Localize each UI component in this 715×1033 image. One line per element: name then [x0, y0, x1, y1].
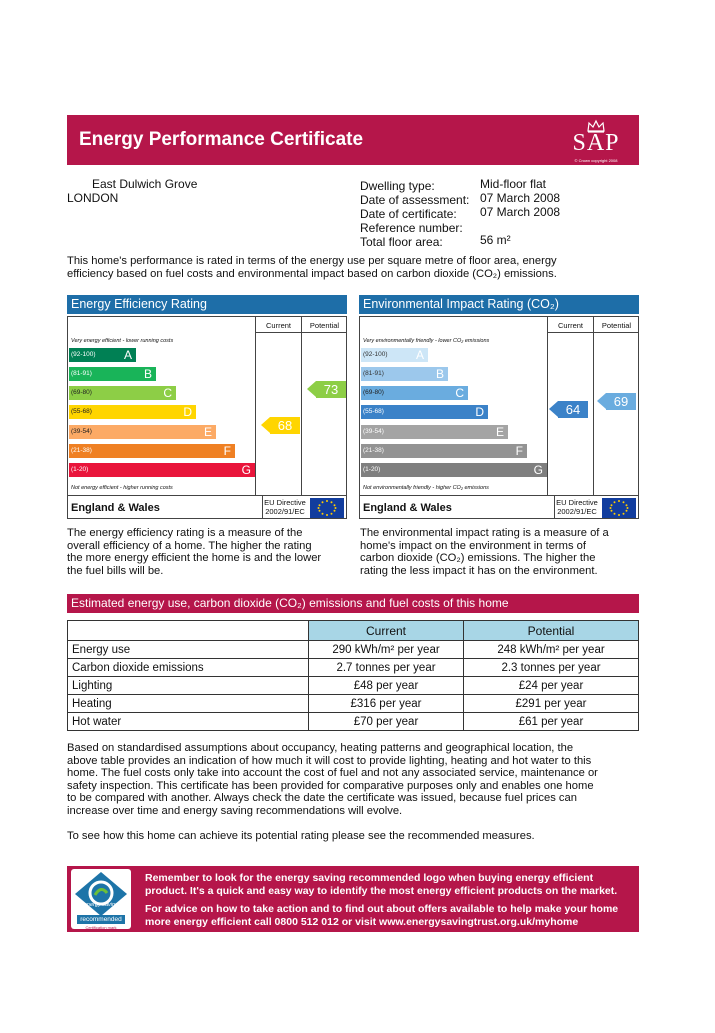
row-label: Energy use — [68, 641, 309, 659]
footer-line: Remember to look for the energy saving recommended logo when buying energy efficient — [145, 872, 594, 884]
col-current: Current — [309, 621, 464, 641]
row-potential: 248 kWh/m² per year — [464, 641, 639, 659]
eu-directive-line: 2002/91/EC — [265, 507, 305, 516]
current-rating-arrow: 64 — [558, 401, 588, 418]
band-range: (39-54) — [363, 428, 384, 435]
desc-line: rating the less impact it has on the environment. — [360, 564, 598, 577]
row-potential: £291 per year — [464, 695, 639, 713]
logo-certification-text: Certification mark — [85, 925, 117, 930]
detail-label: Date of assessment: — [360, 193, 470, 207]
detail-row — [360, 177, 640, 191]
desc-line: home's impact on the environment in terms of — [360, 539, 586, 552]
eu-flag-icon — [310, 498, 344, 518]
estimates-title: Estimated energy use, carbon dioxide (CO₂) emissions and fuel costs of this home — [67, 594, 639, 613]
col-potential: Potential — [601, 321, 632, 330]
para-line: home. The fuel costs only take into account the cost of fuel and not any associated service, maintenance or — [67, 767, 598, 780]
band-letter: A — [415, 348, 424, 362]
dwelling-details — [360, 177, 640, 247]
desc-line: overall efficiency of a home. The higher the rating — [67, 539, 312, 552]
logo-bottom-text: recommended — [77, 915, 125, 924]
band-letter: D — [475, 405, 484, 419]
top-note: Very environmentally friendly - lower CO₂ emissions — [363, 338, 490, 344]
eu-flag-icon — [602, 498, 636, 518]
band-c — [69, 386, 176, 400]
table-row — [68, 659, 639, 677]
detail-label: Date of certificate: — [360, 207, 457, 221]
header-divider — [255, 332, 347, 333]
band-f — [361, 444, 527, 458]
eu-directive — [263, 498, 307, 516]
header-banner — [67, 115, 639, 165]
row-label: Heating — [68, 695, 309, 713]
environmental-impact-chart — [359, 316, 639, 519]
footer-line: product. It's a quick and easy way to identify the most energy efficient products on the market. — [145, 884, 618, 897]
band-range: (69-80) — [363, 389, 384, 396]
band-letter: D — [183, 405, 192, 419]
row-label: Hot water — [68, 713, 309, 731]
band-range: (92-100) — [71, 351, 96, 358]
band-b — [361, 367, 448, 381]
band-range: (55-68) — [71, 408, 92, 415]
energy-saving-recommended-icon — [71, 869, 131, 921]
eu-directive-line: EU Directive — [264, 498, 306, 507]
environmental-impact-panel — [359, 295, 639, 519]
para-line: to be compared with another. Always check the date the certificate was issued, because fuel prices can — [67, 792, 577, 805]
row-current: £70 per year — [309, 713, 464, 731]
intro-line: efficiency based on fuel costs and environmental impact based on carbon dioxide (CO₂) emissions. — [67, 267, 557, 280]
band-letter: F — [223, 444, 231, 458]
bottom-note: Not environmentally friendly - higher CO₂ emissions — [363, 485, 489, 491]
band-range: (69-80) — [71, 389, 92, 396]
estimates-table — [67, 620, 639, 731]
sap-logo-text: SAP — [572, 130, 620, 156]
row-potential: £61 per year — [464, 713, 639, 731]
desc-line: the fuel bills will be. — [67, 564, 164, 577]
energy-efficiency-description — [67, 527, 352, 577]
potential-rating-arrow: 69 — [606, 393, 636, 410]
para-line: safety inspection. This certificate has been provided for comparative purposes only and enables one home — [67, 779, 594, 792]
sap-logo — [561, 118, 631, 162]
table-row — [68, 713, 639, 731]
band-letter: C — [455, 386, 464, 400]
band-range: (55-68) — [363, 408, 384, 415]
band-e — [69, 425, 216, 439]
band-range: (1-20) — [363, 466, 381, 473]
col-current: Current — [557, 321, 583, 330]
sap-copyright: © Crown copyright 2008 — [574, 158, 618, 163]
potential-rating-arrow: 73 — [316, 381, 346, 398]
column-divider — [255, 317, 256, 495]
column-divider — [301, 317, 302, 495]
eu-directive-line: 2002/91/EC — [557, 507, 597, 516]
band-range: (81-91) — [71, 370, 92, 377]
row-current: 2.7 tonnes per year — [309, 659, 464, 677]
bottom-note: Not energy efficient - higher running costs — [71, 485, 173, 491]
row-label: Carbon dioxide emissions — [68, 659, 309, 677]
band-letter: G — [533, 463, 543, 477]
footer-message — [145, 872, 635, 928]
energy-efficiency-panel — [67, 295, 347, 519]
table-header-row — [68, 621, 639, 641]
band-g — [69, 463, 255, 477]
band-e — [361, 425, 508, 439]
col-potential: Potential — [309, 321, 340, 330]
crown-icon — [586, 119, 606, 133]
band-range: (81-91) — [363, 370, 384, 377]
band-b — [69, 367, 156, 381]
region-label: England & Wales — [71, 502, 160, 514]
intro-paragraph — [67, 255, 647, 280]
desc-line: The environmental impact rating is a measure of a — [360, 527, 609, 539]
band-letter: E — [495, 425, 504, 439]
para-line: increase over time and energy saving recommendations will evolve. — [67, 804, 403, 817]
table-row — [68, 641, 639, 659]
region-label: England & Wales — [363, 502, 452, 514]
band-a — [361, 348, 428, 362]
desc-line: the more energy efficient the home is and the lower — [67, 552, 322, 565]
desc-line: The energy efficiency rating is a measure of the — [67, 527, 303, 539]
energy-efficiency-title: Energy Efficiency Rating — [67, 295, 347, 314]
row-label: Lighting — [68, 677, 309, 695]
band-letter: B — [143, 367, 152, 381]
eu-directive-line: EU Directive — [556, 498, 598, 507]
detail-value: Mid-floor flat — [480, 177, 547, 191]
para-line: above table provides an indication of how much it will cost to provide lighting, heating and hot water to this — [67, 754, 592, 767]
detail-label: Dwelling type: — [360, 179, 435, 193]
detail-label: Total floor area: — [360, 235, 443, 249]
para-line: Based on standardised assumptions about occupancy, heating patterns and geographical location, the — [67, 742, 574, 754]
row-current: £48 per year — [309, 677, 464, 695]
row-potential: £24 per year — [464, 677, 639, 695]
energy-efficiency-chart — [67, 316, 347, 519]
intro-line: This home's performance is rated in terms of the energy use per square metre of floor area, energy — [67, 255, 557, 267]
band-range: (21-38) — [363, 447, 384, 454]
footer-banner — [67, 866, 639, 932]
see-recommended-text: To see how this home can achieve its potential rating please see the recommended measures. — [67, 830, 535, 842]
band-range: (92-100) — [363, 351, 388, 358]
footer-line: more energy efficient call 0800 512 012 or visit www.energysavingtrust.org.uk/myhome — [145, 915, 579, 928]
detail-row — [360, 205, 640, 219]
footer-divider — [68, 495, 346, 496]
band-letter: C — [163, 386, 172, 400]
header-divider — [547, 332, 639, 333]
detail-value: 07 March 2008 — [480, 205, 561, 219]
assumptions-paragraph — [67, 742, 647, 818]
table-row — [68, 677, 639, 695]
detail-row — [360, 191, 640, 205]
top-note: Very energy efficient - lower running costs — [71, 338, 174, 344]
col-potential: Potential — [464, 621, 639, 641]
detail-label: Reference number: — [360, 221, 463, 235]
address-line-2: LONDON — [67, 191, 119, 205]
band-a — [69, 348, 136, 362]
column-divider — [593, 317, 594, 495]
environmental-impact-description — [360, 527, 645, 577]
row-potential: 2.3 tonnes per year — [464, 659, 639, 677]
environmental-impact-title: Environmental Impact Rating (CO₂) — [359, 295, 639, 314]
band-range: (21-38) — [71, 447, 92, 454]
band-d — [361, 405, 488, 419]
detail-value: 07 March 2008 — [480, 191, 561, 205]
energy-saving-logo — [71, 869, 131, 929]
logo-top-text: energy saving — [83, 902, 119, 908]
band-letter: F — [515, 444, 523, 458]
band-letter: E — [203, 425, 212, 439]
band-range: (39-54) — [71, 428, 92, 435]
address-line-1: East Dulwich Grove — [92, 177, 198, 191]
table-row — [68, 695, 639, 713]
desc-line: carbon dioxide (CO₂) emissions. The higher the — [360, 552, 596, 565]
band-c — [361, 386, 468, 400]
footer-divider — [360, 495, 638, 496]
eu-directive — [555, 498, 599, 516]
detail-value: 56 m² — [480, 233, 511, 247]
footer-line: For advice on how to take action and to find out about offers available to help make your home — [145, 903, 619, 915]
column-divider — [547, 317, 548, 495]
band-letter: B — [435, 367, 444, 381]
band-letter: A — [123, 348, 132, 362]
col-current: Current — [265, 321, 291, 330]
band-range: (1-20) — [71, 466, 89, 473]
detail-row — [360, 219, 640, 233]
detail-row — [360, 233, 640, 247]
row-current: £316 per year — [309, 695, 464, 713]
current-rating-arrow: 68 — [270, 417, 300, 434]
table-corner — [68, 621, 309, 641]
band-g — [361, 463, 547, 477]
band-f — [69, 444, 235, 458]
band-d — [69, 405, 196, 419]
page-title: Energy Performance Certificate — [79, 129, 364, 150]
band-letter: G — [241, 463, 251, 477]
row-current: 290 kWh/m² per year — [309, 641, 464, 659]
